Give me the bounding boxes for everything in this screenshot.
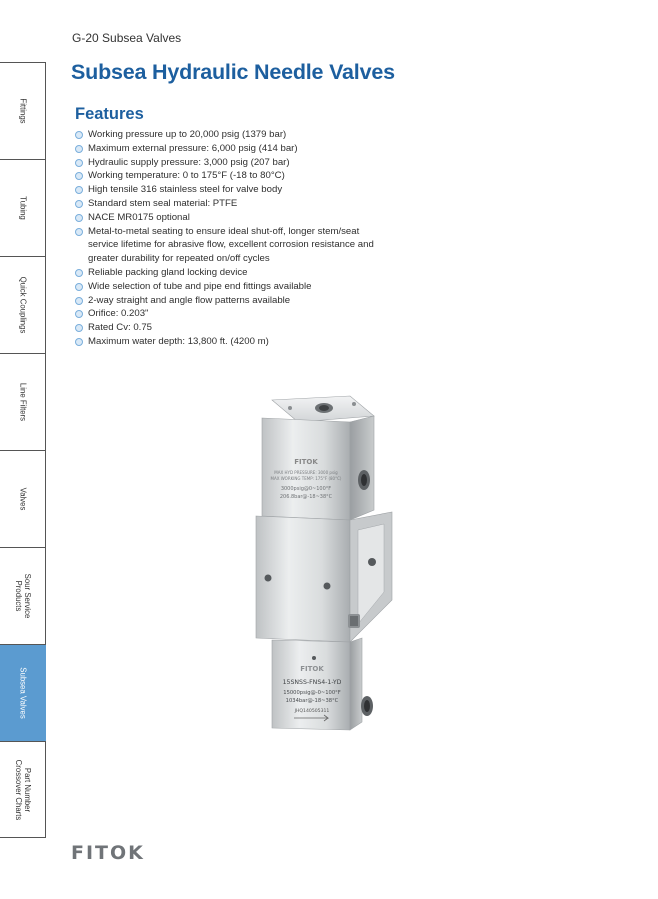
lower-brand-mark: FITOK bbox=[300, 665, 324, 673]
feature-item bbox=[75, 266, 405, 280]
upper-marking-1: MAX HYD PRESSURE: 3000 psig bbox=[274, 470, 338, 475]
bullet-icon bbox=[75, 269, 83, 277]
feature-item bbox=[75, 280, 405, 294]
sidebar-tab-label: Tubing bbox=[18, 196, 28, 220]
feature-text: Maximum external pressure: 6,000 psig (414 bar) bbox=[88, 142, 298, 154]
feature-text: NACE MR0175 optional bbox=[88, 211, 190, 223]
bullet-icon bbox=[75, 214, 83, 222]
bullet-icon bbox=[75, 172, 83, 180]
feature-text: Orifice: 0.203" bbox=[88, 308, 149, 320]
sidebar-tab-fittings[interactable] bbox=[0, 62, 46, 159]
bullet-icon bbox=[75, 145, 83, 153]
feature-item bbox=[75, 211, 405, 225]
product-image bbox=[232, 392, 402, 747]
feature-item bbox=[75, 225, 405, 266]
features-list bbox=[75, 128, 405, 349]
feature-item bbox=[75, 156, 405, 170]
feature-text: Wide selection of tube and pipe end fittings available bbox=[88, 280, 312, 292]
sidebar-tab-quick-couplings[interactable] bbox=[0, 256, 46, 353]
feature-text: Standard stem seal material: PTFE bbox=[88, 197, 238, 209]
page-header: G-20 Subsea Valves bbox=[72, 31, 182, 45]
bullet-icon bbox=[75, 310, 83, 318]
sidebar-tab-line-filters[interactable] bbox=[0, 353, 46, 450]
feature-text: Working pressure up to 20,000 psig (1379 bar) bbox=[88, 129, 287, 140]
features-heading: Features bbox=[75, 105, 144, 123]
sidebar-tab-tubing[interactable] bbox=[0, 159, 46, 256]
feature-text: High tensile 316 stainless steel for valve body bbox=[88, 184, 283, 196]
feature-text: Hydraulic supply pressure: 3,000 psig (207 bar) bbox=[88, 156, 290, 168]
sidebar-tab-label: Subsea Valves bbox=[18, 667, 28, 719]
bullet-icon bbox=[75, 324, 83, 332]
bullet-icon bbox=[75, 159, 83, 167]
feature-text: Rated Cv: 0.75 bbox=[88, 322, 152, 334]
upper-marking-2: MAX WORKING TEMP: 175°F (80°C) bbox=[270, 476, 342, 481]
needle-valve-illustration bbox=[232, 392, 402, 742]
feature-text: Maximum water depth: 13,800 ft. (4200 m) bbox=[88, 335, 269, 347]
bullet-icon bbox=[75, 283, 83, 291]
sidebar-tab-label: Valves bbox=[18, 487, 28, 511]
feature-text: Metal-to-metal seating to ensure ideal shut-off, longer stem/seat bbox=[88, 225, 360, 237]
sidebar-tab-sour-service-products[interactable] bbox=[0, 547, 46, 644]
feature-item bbox=[75, 183, 405, 197]
feature-item bbox=[75, 294, 405, 308]
bullet-icon bbox=[75, 338, 83, 346]
bullet-icon bbox=[75, 131, 83, 139]
bullet-icon bbox=[75, 297, 83, 305]
sidebar-tab-label: Fittings bbox=[18, 98, 28, 124]
sidebar-tab-label: Quick Couplings bbox=[18, 276, 28, 334]
feature-item bbox=[75, 169, 405, 183]
feature-item bbox=[75, 142, 405, 156]
sidebar-tab-subsea-valves[interactable] bbox=[0, 644, 46, 741]
section-sidebar bbox=[0, 62, 46, 838]
bullet-icon bbox=[75, 186, 83, 194]
page-title: Subsea Hydraulic Needle Valves bbox=[71, 60, 395, 84]
feature-item bbox=[75, 335, 405, 349]
feature-text: greater durability for repeated on/off cycles bbox=[88, 253, 270, 265]
upper-marking-3: 3000psig@0~100°F bbox=[280, 486, 332, 492]
feature-text: Working temperature: 0 to 175°F (-18 to 80°C) bbox=[88, 170, 285, 182]
feature-item bbox=[75, 307, 405, 321]
feature-item bbox=[75, 321, 405, 335]
lower-serial: JHQ140505311 bbox=[294, 709, 330, 714]
feature-item bbox=[75, 197, 405, 211]
sidebar-tab-valves[interactable] bbox=[0, 450, 46, 547]
sidebar-tab-label: Sour Service Products bbox=[14, 573, 32, 619]
feature-text: service lifetime for abrasive flow, excellent corrosion resistance and bbox=[88, 239, 374, 251]
feature-text: 2-way straight and angle flow patterns available bbox=[88, 294, 291, 306]
lower-part-number: 15SNSS-FNS4-1-YD bbox=[282, 679, 342, 686]
feature-item bbox=[75, 128, 405, 142]
bullet-icon bbox=[75, 200, 83, 208]
bullet-icon bbox=[75, 228, 83, 236]
fitok-logo: FITOK bbox=[71, 842, 145, 864]
upper-marking-4: 206.8bar@-18~38°C bbox=[279, 494, 333, 500]
sidebar-tab-label: Part Number Crossover Charts bbox=[14, 759, 32, 821]
lower-marking-1: 15000psig@-0~100°F bbox=[283, 690, 341, 696]
lower-marking-2: 1034bar@-18~38°C bbox=[285, 698, 339, 704]
feature-text: Reliable packing gland locking device bbox=[88, 266, 248, 278]
upper-brand-mark: FITOK bbox=[294, 458, 318, 466]
sidebar-tab-label: Line Filters bbox=[18, 382, 28, 422]
sidebar-tab-part-number-crossover-charts[interactable] bbox=[0, 741, 46, 838]
